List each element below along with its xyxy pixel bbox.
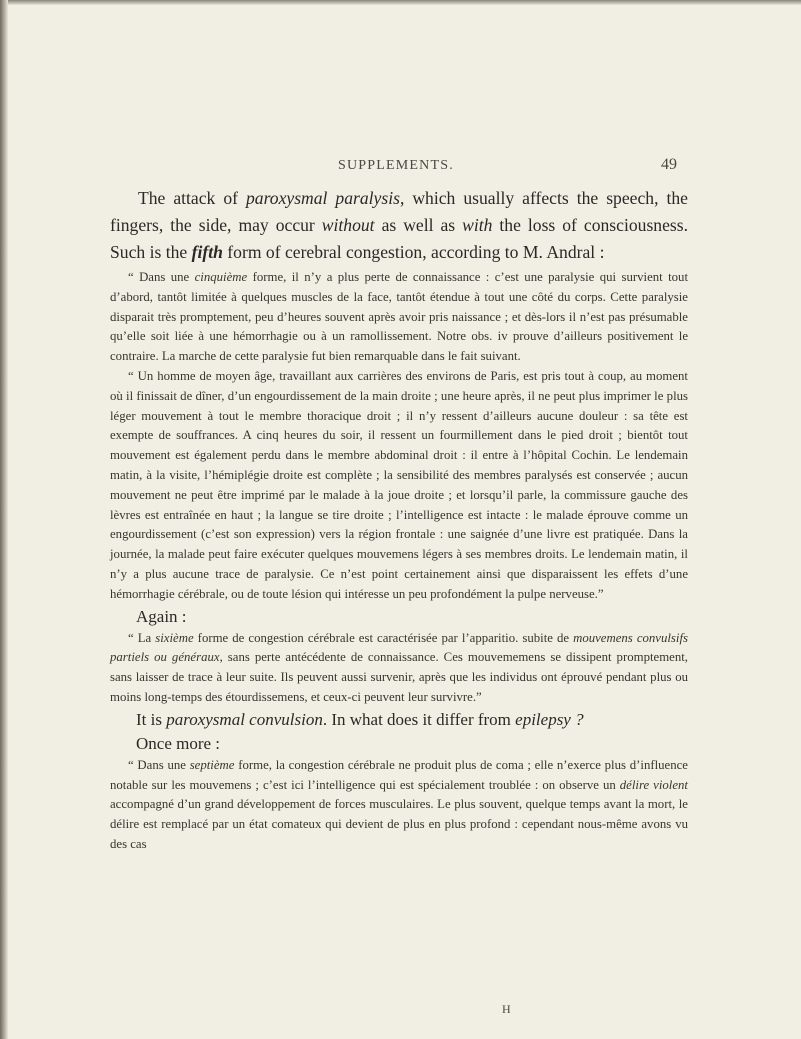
intro-text: the loss of consciousness. Such is the [110, 215, 688, 262]
line-emphasis: paroxysmal convulsion [166, 709, 323, 729]
quote-text: forme, la congestion cérébrale ne produit plus de coma ; elle n’exerce plus d’influence notable sur les mouvemens ; c’est ici l’intelligence qui est spécialement troublée : on observe un [110, 757, 688, 792]
intro-text: form of cerebral congestion, according to M. Andral : [222, 242, 605, 262]
intro-text: The attack of [138, 188, 246, 208]
page-top-edge [0, 0, 801, 5]
quote-emphasis: mouvemens convulsifs partiels ou généraux [110, 630, 688, 665]
quote-emphasis: sixième [155, 630, 194, 645]
quote-emphasis: délire violent [619, 777, 688, 792]
quote-text: forme, il n’y a plus perte de connaissance : c’est une paralysie qui survient tout d’abord, tantôt limitée à quelques muscles de la face, tantôt étendue à tout une côté du corps. Cette paralysie disparait très promptement, peu d’heures souvent après avoir pris naissance ; et dès-lors il n’est pas présumable qu’elle soit liée à une hémorrhagie ou à un ramollissement. Notre obs. iv prouve d’ailleurs positivement le contraire. La marche de cette paralysie fut bien remarquable dans le fait suivant. [110, 270, 688, 364]
convulsion-question [110, 708, 688, 732]
intro-emphasis: with [462, 215, 493, 235]
intro-text: , which usually affects the speech, the fingers, the side, may occur [110, 188, 688, 235]
quote-case-report: “ Un homme de moyen âge, travaillant aux carrières des environs de Paris, est pris tout à coup, au moment où il finissait de dîner, d’un engourdissement de la main droite ; une heure après, il ne peut plus imprimer le plus léger mouvement à tout le membre thoracique droit ; il n’y ressent d’ailleurs aucune douleur : sa tête est exempte de souffrances. A cinq heures du soir, il ressent un fourmillement dans le pied droit ; bientôt tout mouvement est également perdu dans le membre abdominal droit : il entre à l’hôpital Cochin. Le lendemain matin, à la visite, l’hémiplégie droite est complète ; la sensibilité des membres paralysés est conservée ; aucun mouvement ne peut être imprimé par le malade à la joue droite ; et lorsqu’il parle, la commissure gauche des lèvres est entraînée en haut ; la langue se tire droite ; l’intelligence est intacte : le malade éprouve comme un engourdissement (c’est son expression) vers la région frontale : une saignée d’une livre est pratiquée. Dans la journée, la malade peut faire exécuter quelques mouvemens légers à ses membres droits. Le lendemain matin, il n’y a plus aucune trace de paralysie. Ce n’est point certainement ainsi que disparaissent les effets d’une hémorrhagie cérébrale, ou de toute lésion qui intéresse un peu profondément la pulpe nerveuse.” [110, 368, 688, 601]
intro-emphasis: without [321, 215, 375, 235]
quote-emphasis: septième [189, 757, 235, 772]
book-binding-shadow [0, 0, 8, 1039]
quote-sixieme [110, 629, 688, 708]
quote-text: forme de congestion cérébrale est caractérisée par l’apparitio. subite de [193, 630, 574, 645]
intro-emphasis: paroxysmal paralysis [246, 188, 400, 208]
signature-mark: H [502, 1002, 511, 1016]
intro-text: as well as [374, 215, 463, 235]
quote-text: , sans perte antécédente de connaissance. Ces mouvememens se dissipent promptement, sans laisser de trace à leur suite. Ils peuvent aussi survenir, après que les individus ont éprouvé pendant plus ou moins long-temps des étourdissemens, et ceux-ci peuvent leur survivre.” [110, 650, 688, 704]
quote-text: “ Dans une [128, 270, 195, 284]
quote-text: “ Dans une [128, 757, 190, 772]
line-text: It is [136, 709, 167, 729]
running-title: SUPPLEMENTS. [338, 158, 454, 173]
once-more-label: Once more : [136, 733, 221, 753]
again-label: Again : [136, 606, 187, 626]
line-emphasis: epilepsy ? [515, 709, 584, 729]
running-head [0, 158, 801, 180]
intro-emphasis: fifth [191, 242, 223, 262]
quote-cinquieme [110, 268, 688, 367]
quote-septieme [110, 756, 688, 855]
line-text: . In what does it differ from [322, 709, 516, 729]
intro-paragraph [110, 185, 688, 266]
page-number: 49 [661, 156, 677, 173]
quote-text: accompagné d’un grand développement de forces musculaires. Le plus souvent, quelque temps avant la mort, le délire est remplacé par un état comateux qui devient de plus en plus profond : cependant nous-même avons vu des cas [110, 797, 688, 851]
page-body [110, 185, 688, 855]
quote-text: “ La [128, 630, 156, 645]
quote-emphasis: cinquième [194, 270, 248, 284]
